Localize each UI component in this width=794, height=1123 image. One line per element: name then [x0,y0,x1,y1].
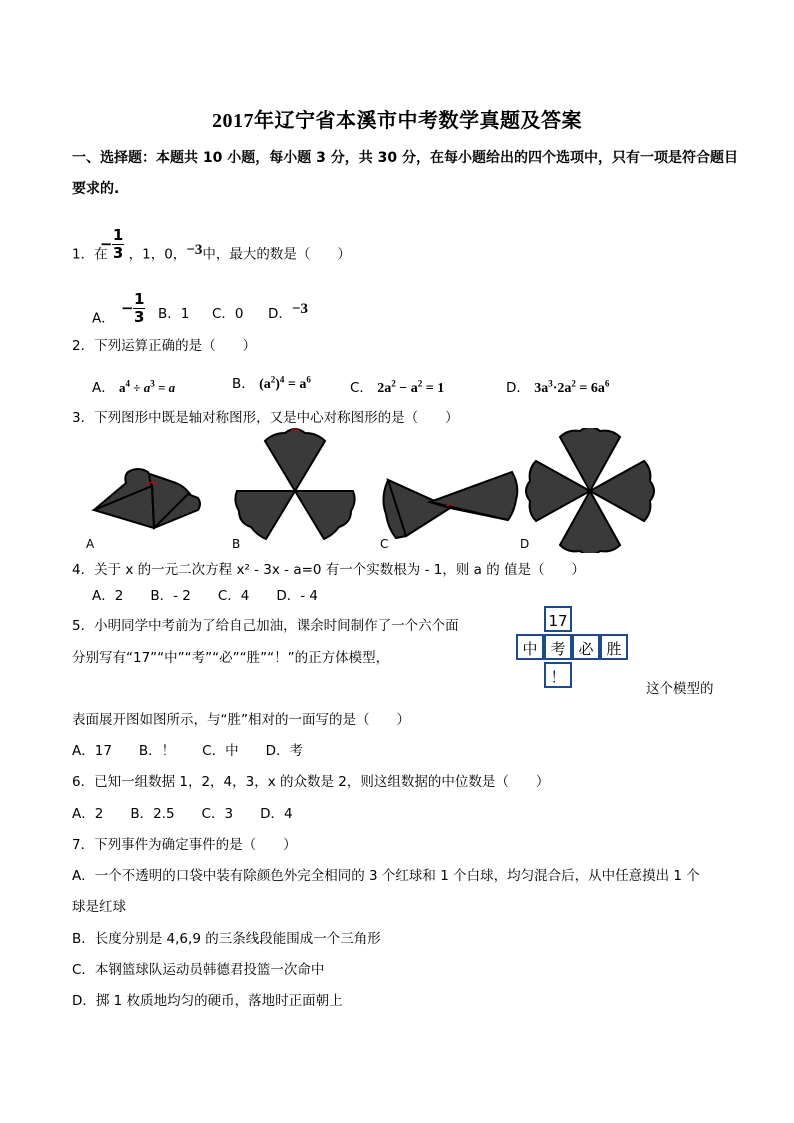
q1-mid: ，1，0， [128,246,187,263]
section-heading-line1: 一、选择题：本题共 10 小题，每小题 3 分，共 30 分，在每小题给出的四个选项中，只有一项是符合题目 [72,150,738,166]
q1-option-a-fraction: − 1 3 [121,290,145,326]
q1-prefix: 1．在 [72,246,108,263]
q7-option-a-line2: 球是红球 [72,899,126,915]
net-face-4: 胜 [600,634,628,660]
q2-option-b: B． $(a^2)^4 = a^6$ [232,374,311,392]
net-face-3: 必 [572,634,600,660]
q7-option-d: D．掷 1 枚质地均匀的硬币，落地时正面朝上 [72,993,343,1009]
net-face-1: 中 [516,634,544,660]
q1-option-c: C．0 [212,306,244,322]
q2-option-c: C． $2a^2 - a^2 = 1$ [350,378,445,396]
figure-c [383,472,517,538]
q7-option-a-line1: A．一个不透明的口袋中装有除颜色外完全相同的 3 个红球和 1 个白球，均匀混合后，从中任意摸出 1 个 [72,868,700,884]
q7-option-c: C．本钢篮球队运动员韩德君投篮一次命中 [72,962,325,978]
page-title: 2017年辽宁省本溪市中考数学真题及答案 [212,110,582,132]
question-7: 7．下列事件为确定事件的是（ ） [72,837,297,853]
question-5-line2: 分别写有“17”“中”“考”“必”“胜”“！”的正方体模型， [72,650,390,666]
q1-suffix: 中，最大的数是（ ） [202,246,351,263]
q1-fraction: − 1 3 [99,226,124,262]
question-1 [72,226,351,271]
q6-options: A．2 B．2.5 C．3 D．4 [72,806,293,822]
q1-option-b: B．1 [158,306,190,322]
figure-a-label: A [86,537,95,551]
question-3: 3．下列图形中既是轴对称图形，又是中心对称图形的是（ ） [72,410,459,426]
section-heading-line2: 要求的. [72,181,120,197]
q7-option-b: B．长度分别是 4,6,9 的三条线段能围成一个三角形 [72,931,381,947]
question-6: 6．已知一组数据 1，2，4，3，x 的众数是 2，则这组数据的中位数是（ ） [72,774,550,790]
q1-option-a: A． − 1 3 [92,290,145,327]
net-face-top: 17 [544,606,572,632]
q5-options: A．17 B．！ C．中 D．考 [72,743,303,759]
question-4: 4．关于 x 的一元二次方程 x² - 3x - a=0 有一个实数根为 - 1，则 a 的 值是（ ） [72,562,585,578]
net-face-bottom: ！ [544,662,572,688]
figure-c-label: C [380,537,389,551]
q1-neg3: −3 [186,241,203,258]
question-2: 2．下列运算正确的是（ ） [72,338,257,354]
figure-d [526,428,654,553]
figure-b [235,429,354,539]
q2-option-d: D． $3a^3\cdot 2a^2 = 6a^6$ [506,378,610,396]
question-5-line3: 这个模型的 [646,681,714,697]
q4-options: A．2 B．- 2 C．4 D．- 4 [92,588,318,604]
figure-b-label: B [232,537,241,551]
q2-option-a: A． $a^4 \div a^3 = a$ [92,378,176,396]
figure-d-label: D [520,537,530,551]
cube-net [514,606,634,692]
q1-option-d: D．−3 [268,301,308,322]
question-5-line4: 表面展开图如图所示，与“胜”相对的一面写的是（ ） [72,712,410,728]
q3-figures [80,428,680,553]
figure-a [94,469,200,528]
net-face-2: 考 [544,634,572,660]
question-5-line1: 5．小明同学中考前为了给自己加油，课余时间制作了一个六个面 [72,618,459,634]
